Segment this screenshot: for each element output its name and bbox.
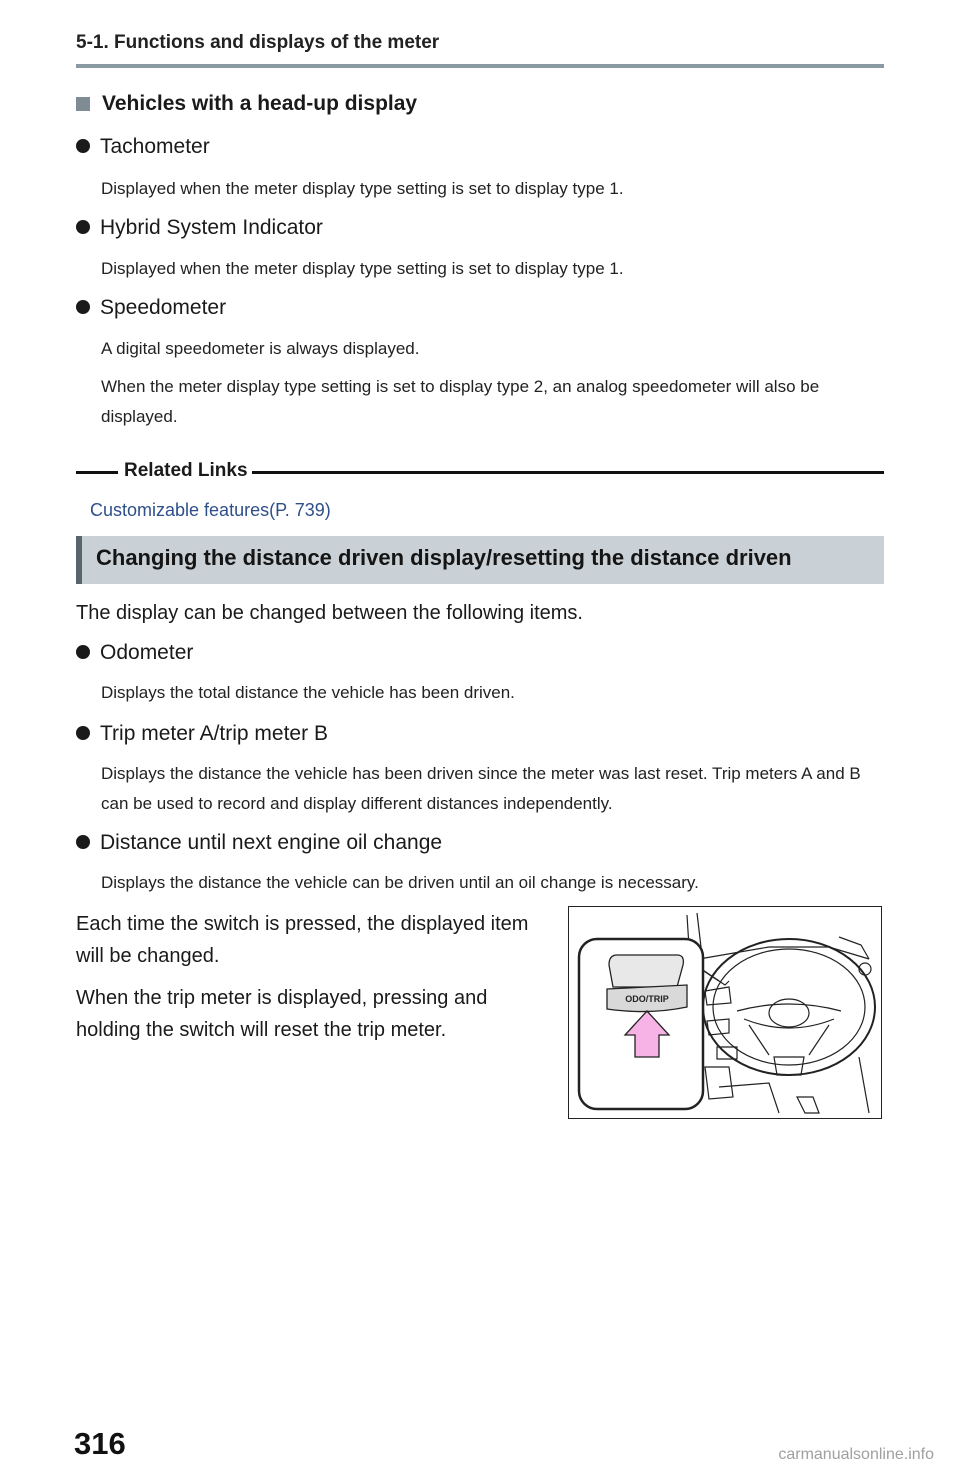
bullet-icon: [76, 645, 90, 659]
section-header: 5-1. Functions and displays of the meter: [76, 32, 440, 53]
hud-heading-text: Vehicles with a head-up display: [102, 92, 418, 115]
page-number: 316: [74, 1426, 126, 1461]
item-description: Displays the distance the vehicle can be driven until an oil change is necessary.: [101, 873, 699, 892]
item-description: A digital speedometer is always displayed.: [101, 339, 420, 358]
item-description: When the meter display type setting is set to display type 2, an analog speedometer will also be displayed.: [101, 377, 820, 426]
item-description: Displayed when the meter display type setting is set to display type 1.: [101, 259, 624, 278]
item-oil-change: [76, 831, 442, 855]
paragraph-press: Each time the switch is pressed, the displayed item will be changed.: [76, 913, 529, 967]
bullet-icon: [76, 220, 90, 234]
item-description: Displays the distance the vehicle has been driven since the meter was last reset. Trip meters A and B can be used to record and display different distances independently.: [101, 764, 861, 813]
item-label: Trip meter A/trip meter B: [100, 722, 328, 745]
switch-label: ODO/TRIP: [625, 994, 669, 1004]
section-intro: The display can be changed between the following items.: [76, 602, 583, 624]
divider: [76, 471, 118, 474]
header-rule: [76, 64, 884, 68]
item-label: Odometer: [100, 641, 194, 664]
bullet-icon: [76, 726, 90, 740]
divider: [248, 471, 884, 474]
bullet-icon: [76, 139, 90, 153]
square-bullet-icon: [76, 97, 90, 111]
item-description: Displays the total distance the vehicle has been driven.: [101, 683, 515, 702]
item-label: Hybrid System Indicator: [100, 216, 323, 239]
hud-heading: [76, 92, 417, 116]
related-links: [76, 460, 884, 486]
item-trip-meter: [76, 722, 328, 746]
bullet-icon: [76, 300, 90, 314]
hud-item-hybrid-indicator: [76, 216, 323, 240]
watermark: carmanualsonline.info: [778, 1446, 934, 1463]
item-odometer: [76, 641, 193, 665]
hud-item-speedometer: [76, 296, 226, 320]
item-label: Tachometer: [100, 135, 210, 158]
section-accent: [76, 536, 82, 584]
bullet-icon: [76, 835, 90, 849]
item-label: Distance until next engine oil change: [100, 831, 443, 854]
customizable-features-link[interactable]: Customizable features(P. 739): [90, 500, 331, 520]
dashboard-illustration: [569, 907, 882, 1119]
paragraph-hold: When the trip meter is displayed, pressing and holding the switch will reset the trip meter.: [76, 987, 488, 1041]
section-title: Changing the distance driven display/resetting the distance driven: [96, 545, 792, 570]
odo-trip-switch-illustration: [568, 906, 882, 1119]
related-links-title: Related Links: [120, 460, 252, 482]
section-title-bar: [76, 536, 884, 584]
item-label: Speedometer: [100, 296, 227, 319]
hud-item-tachometer: [76, 135, 210, 159]
item-description: Displayed when the meter display type setting is set to display type 1.: [101, 179, 624, 198]
